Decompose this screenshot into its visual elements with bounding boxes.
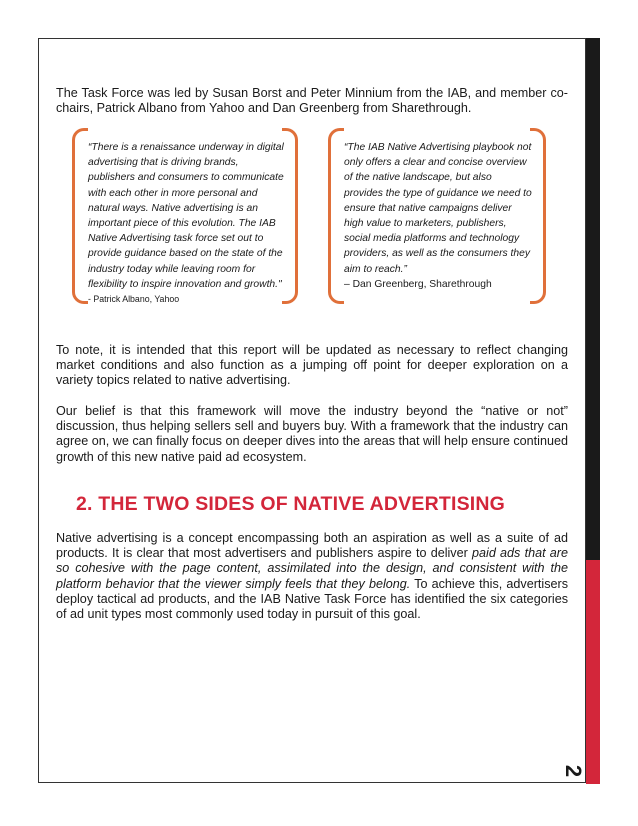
paragraph-text: To achieve this, advertisers deploy tactical ad products, and the IAB Native Task Force has identified the six categories of ad unit types most commonly used today in pursuit of this goal. [56,576,568,622]
quote-line: social media platforms and technology [344,233,520,245]
right-bracket [530,128,546,304]
side-bar-red [586,560,600,784]
quote-attribution: - Patrick Albano, Yahoo [88,294,180,305]
quote-line: flexibility to inspire innovation and growth." [88,278,282,290]
quote-line: Native Advertising task force set out to [88,233,264,245]
quote-line: aim to reach.” [344,263,407,275]
left-bracket [72,128,88,304]
quote-line: providers, as well as the consumers they [344,248,530,260]
quote-line: with each other in more personal and [88,187,258,199]
intro-paragraph: The Task Force was led by Susan Borst and Peter Minnium from the IAB, and member co-chairs, Patrick Albano from Yahoo and Dan Greenberg from Sharethrough. [56,86,568,116]
note-paragraph: To note, it is intended that this report will be updated as necessary to reflect changing market conditions and also function as a jumping off point for deeper exploration on a variety topics related to native advertising. [56,343,568,388]
quote-line: “The IAB Native Advertising playbook not [344,142,532,153]
section-heading: 2. THE TWO SIDES OF NATIVE ADVERTISING [76,493,506,515]
quote-line: provide guidance based on the state of the [88,248,283,260]
side-bar-black [586,38,600,560]
quote-line: publishers and consumers to communicate [88,172,284,184]
quote-box-greenberg [328,128,546,304]
right-bracket [282,128,298,304]
quote-line: important piece of this evolution. The IAB [88,218,276,230]
quote-line: provides the type of guidance we need to [344,187,532,199]
paragraph-text: Native advertising is a concept encompassing both an aspiration as well as a suite of ad products. It is clear that most advertisers and publishers aspire to deliver [56,531,568,561]
quote-line: natural ways. Native advertising is an [88,202,258,214]
quote-text [88,140,284,307]
quote-line: only offers a clear and concise overview [344,157,527,169]
quote-line: ensure that native campaigns deliver [344,202,512,214]
quote-text [344,140,532,292]
page-number: 2 [561,764,586,778]
quote-line: industry today while leaving room for [88,263,256,275]
left-bracket [328,128,344,304]
quote-attribution: – Dan Greenberg, Sharethrough [344,278,492,290]
belief-paragraph: Our belief is that this framework will move the industry beyond the “native or not” discussion, thus helping sellers sell and buyers buy. With a framework that the industry can agree on, we can finally focus on deeper dives into the areas that will help ensure continued growth of this new native paid ad ecosystem. [56,404,568,464]
quote-line: advertising that is driving brands, [88,157,239,169]
quote-line: “There is a renaissance underway in digital [88,142,284,153]
quote-line: high value to marketers, publishers, [344,218,507,230]
quote-box-albano [72,128,298,304]
native-advertising-paragraph [56,531,568,622]
emphasis-text: paid ads that are so cohesive with the page content, assimilated into the design, and consistent with the platform behavior that the viewer simply feels that they belong. [56,546,568,591]
quote-line: of the native landscape, but also [344,172,492,184]
